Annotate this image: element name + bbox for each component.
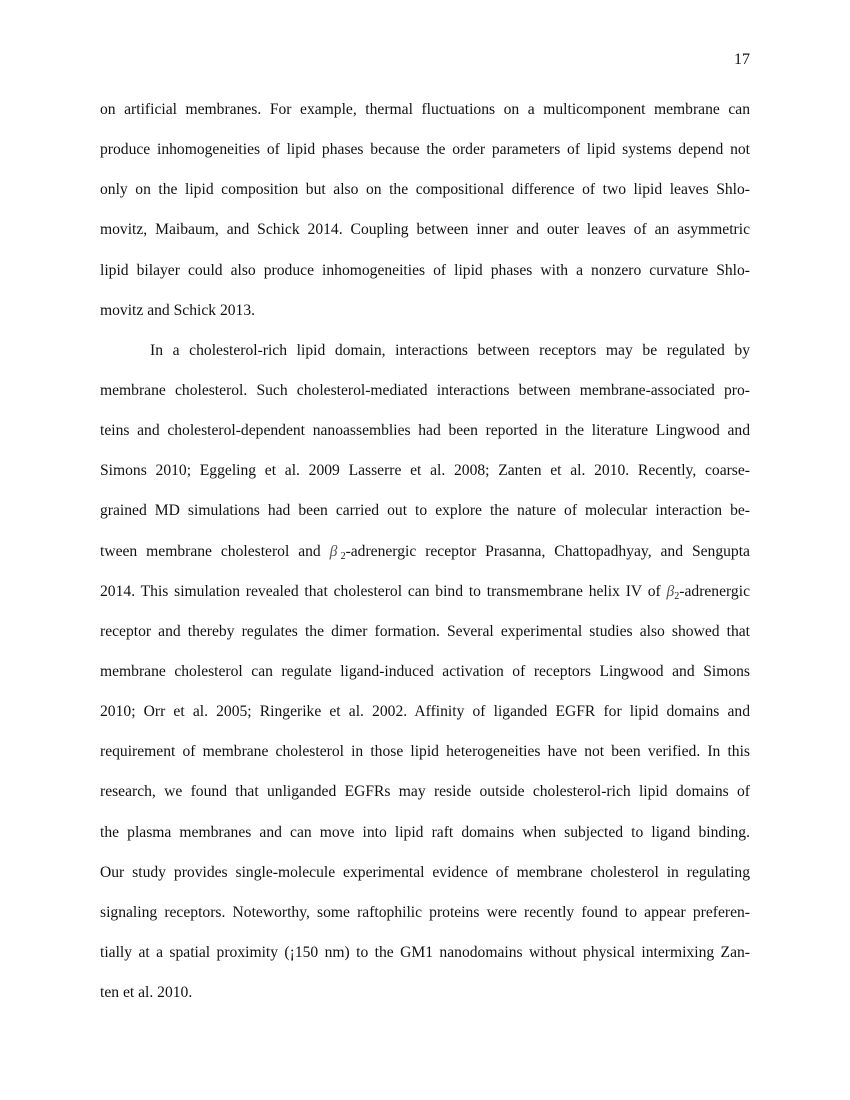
text-line: teins and cholesterol-dependent nanoassemblies had been reported in the literature Lingwood and [100,422,750,440]
text-line: ten et al. 2010. [100,984,193,1002]
text-line: membrane cholesterol can regulate ligand-induced activation of receptors Lingwood and Simons [100,662,750,680]
text-line: Simons 2010; Eggeling et al. 2009 Lasserre et al. 2008; Zanten et al. 2010. Recently, coarse- [100,462,750,480]
text-line: grained MD simulations had been carried out to explore the nature of molecular interaction be- [100,502,750,520]
subscript: 2 [340,550,346,562]
text-line: movitz and Schick 2013. [100,301,256,319]
text-line: membrane cholesterol. Such cholesterol-mediated interactions between membrane-associated pro- [100,381,750,399]
page-number: 17 [734,51,750,68]
text-line: lipid bilayer could also produce inhomogeneities of lipid phases with a nonzero curvature Shlo- [100,261,750,279]
paragraph [100,100,750,341]
text-line: Our study provides single-molecule experimental evidence of membrane cholesterol in regulating [100,863,750,881]
text-line: 2010; Orr et al. 2005; Ringerike et al. 2002. Affinity of liganded EGFR for lipid domains and [100,703,750,721]
line-segment: -adrenergic [679,582,750,600]
text-line: receptor and thereby regulates the dimer formation. Several experimental studies also showed that [100,622,750,640]
text-line: movitz, Maibaum, and Schick 2014. Coupling between inner and outer leaves of an asymmetric [100,221,750,239]
text-line: only on the lipid composition but also on the compositional difference of two lipid leaves Shlo- [100,181,750,199]
document-body [100,100,750,1023]
text-line [100,582,750,622]
text-line [100,542,750,582]
text-line: on artificial membranes. For example, thermal fluctuations on a multicomponent membrane can [100,101,750,118]
text-line: signaling receptors. Noteworthy, some raftophilic proteins were recently found to appear preferen- [100,903,750,921]
text-line: In a cholesterol-rich lipid domain, interactions between receptors may be regulated by [150,341,750,359]
line-segment: tween membrane cholesterol and [100,542,330,560]
text-line: requirement of membrane cholesterol in those lipid heterogeneities have not been verified. In this [100,743,750,761]
subscript: 2 [674,590,680,602]
line-segment: -adrenergic receptor Prasanna, Chattopadhyay, and Sengupta [345,542,750,560]
greek-symbol: β [666,582,675,600]
paragraph [100,341,750,1023]
text-line: produce inhomogeneities of lipid phases because the order parameters of lipid systems depend not [100,141,750,159]
text-line: the plasma membranes and can move into lipid raft domains when subjected to ligand binding. [100,823,750,841]
line-segment: 2014. This simulation revealed that cholesterol can bind to transmembrane helix IV of [100,582,667,600]
text-line: tially at a spatial proximity (¡150 nm) to the GM1 nanodomains without physical intermixing Zan- [100,943,750,961]
greek-symbol: β [329,542,338,560]
text-line: research, we found that unliganded EGFRs may reside outside cholesterol-rich lipid domains of [100,783,750,801]
